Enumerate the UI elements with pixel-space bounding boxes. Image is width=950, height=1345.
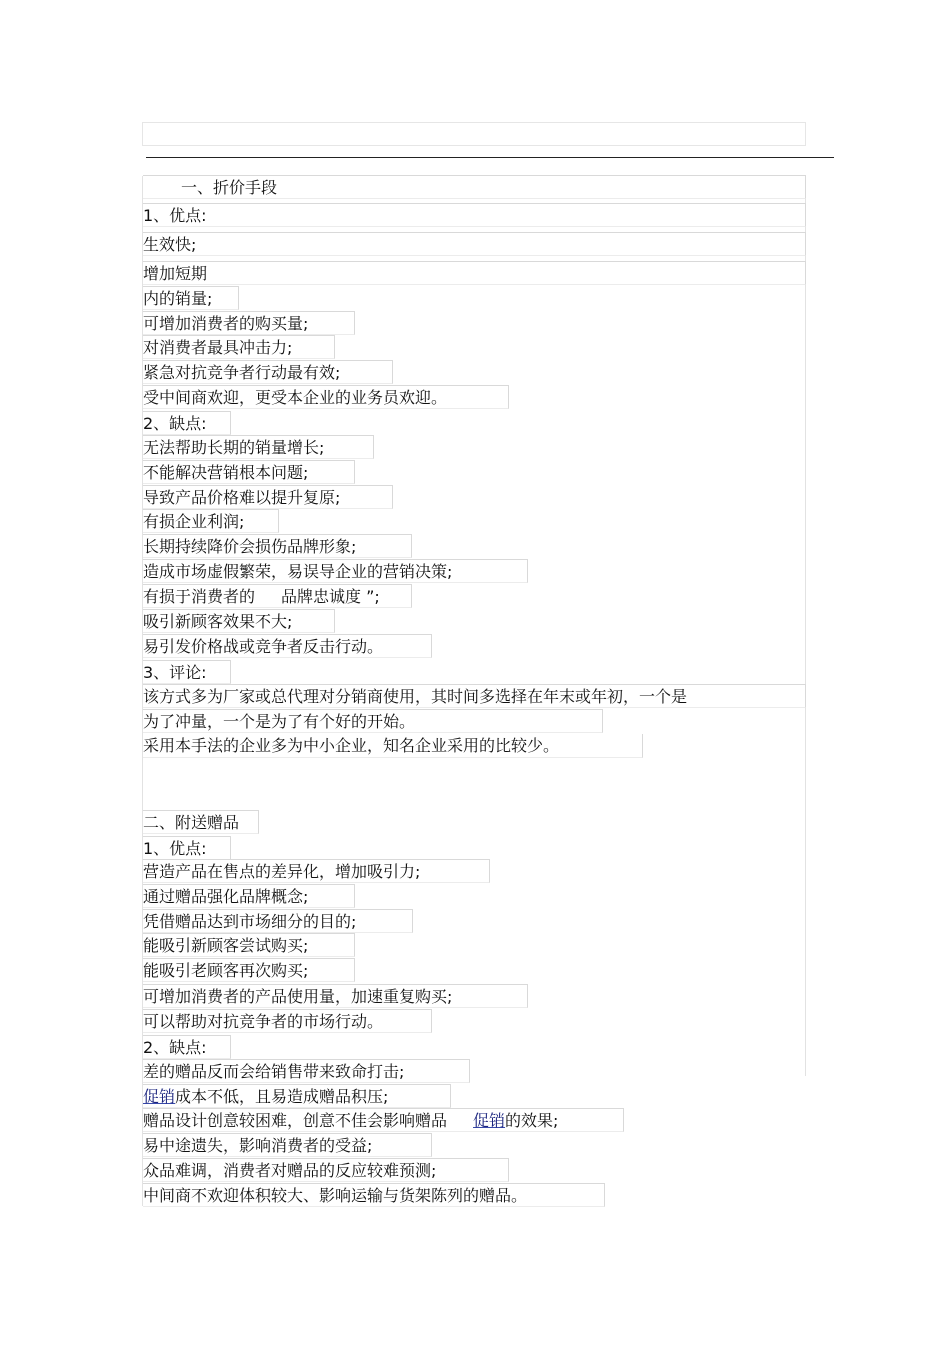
section2-con-item [143, 1084, 451, 1108]
section2-pro-item: 可增加消费者的产品使用量，加速重复购买; [143, 984, 528, 1008]
section1-pro-item: 受中间商欢迎，更受本企业的业务员欢迎。 [143, 385, 509, 409]
frame-right-line [805, 176, 806, 1076]
section2-pro-item: 可以帮助对抗竞争者的市场行动。 [143, 1009, 432, 1033]
section2-pro-item: 能吸引老顾客再次购买; [143, 958, 355, 982]
section2-con-item [143, 1108, 624, 1132]
section1-con-item [143, 584, 412, 608]
section1-con-item: 吸引新顾客效果不大; [143, 609, 335, 633]
section1-con-item: 造成市场虚假繁荣，易误导企业的营销决策; [143, 559, 528, 583]
section1-comment: 该方式多为厂家或总代理对分销商使用，其时间多选择在年末或年初，一个是 [143, 684, 806, 708]
section1-con-item: 易引发价格战或竞争者反击行动。 [143, 634, 432, 658]
con-text: 成本不低，且易造成赠品积压; [175, 1087, 389, 1106]
section2-pro-item: 能吸引新顾客尝试购买; [143, 933, 355, 957]
promotion-link[interactable]: 促销 [143, 1087, 176, 1106]
con-text: 的效果; [505, 1111, 559, 1130]
section1-comment-label: 3、评论: [143, 660, 231, 684]
con-text: 赠品设计创意较困难，创意不佳会影响赠品 [143, 1111, 448, 1130]
section1-comment [143, 709, 603, 733]
section2-pro-item: 营造产品在售点的差异化，增加吸引力; [143, 859, 490, 883]
con-text-a: 有损于消费者的 [143, 587, 256, 606]
header-box [142, 122, 806, 146]
section2-pros-label: 1、优点: [143, 836, 231, 860]
section2-cons-label: 2、缺点: [143, 1035, 231, 1059]
section1-pros-label: 1、优点: [143, 203, 806, 227]
section1-pro-item: 生效快; [143, 232, 806, 256]
section2-pro-item: 通过赠品强化品牌概念; [143, 884, 355, 908]
section1-pro-item: 可增加消费者的购买量; [143, 311, 355, 335]
section1-con-item: 导致产品价格难以提升复原; [143, 485, 393, 509]
section2-con-item: 中间商不欢迎体积较大、影响运输与货架陈列的赠品。 [143, 1183, 605, 1207]
section2-title: 二、附送赠品 [143, 810, 259, 834]
section1-comment: 采用本手法的企业多为中小企业，知名企业采用的比较少。 [143, 734, 643, 758]
header-rule [146, 157, 834, 158]
section2-con-item: 易中途遗失，影响消费者的受益; [143, 1133, 432, 1157]
section1-pro-item: 紧急对抗竞争者行动最有效; [143, 360, 393, 384]
con-text-b: 品牌忠诚度 ”; [281, 587, 380, 606]
section1-con-item: 长期持续降价会损伤品牌形象; [143, 534, 412, 558]
promotion-link[interactable]: 促销 [473, 1111, 506, 1130]
section2-con-item: 众品难调，消费者对赠品的反应较难预测; [143, 1158, 509, 1182]
section2-pro-item: 凭借赠品达到市场细分的目的; [143, 909, 413, 933]
section1-cons-label: 2、缺点: [143, 411, 231, 435]
section1-con-item: 有损企业利润; [143, 509, 279, 533]
section1-pro-item: 增加短期 [143, 261, 806, 285]
section1-con-item: 无法帮助长期的销量增长; [143, 435, 374, 459]
section1-title: 一、折价手段 [143, 175, 806, 199]
section1-pro-item: 对消费者最具冲击力; [143, 335, 335, 359]
section1-pro-item: 内的销量; [143, 286, 239, 310]
section2-con-item: 差的赠品反而会给销售带来致命打击; [143, 1059, 470, 1083]
section1-con-item: 不能解决营销根本问题; [143, 460, 355, 484]
comment-text: 为了冲量，一个是为了有个好的开始。 [143, 712, 416, 731]
